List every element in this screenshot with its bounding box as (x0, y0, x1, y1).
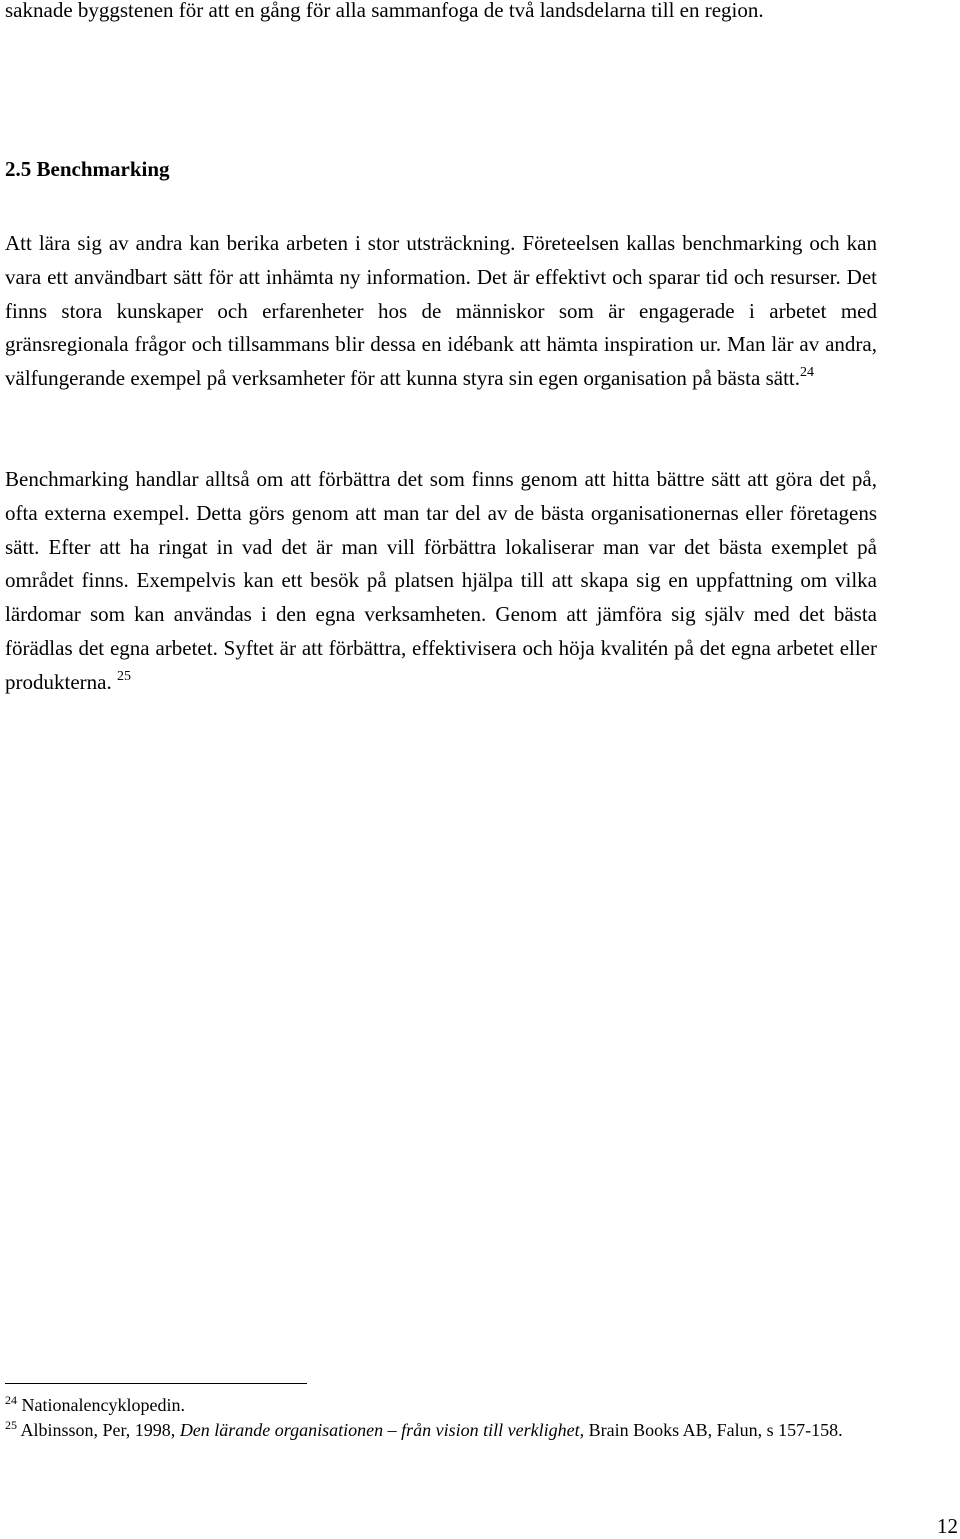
page-number: 12 (937, 1514, 958, 1538)
footnote-number: 25 (5, 1418, 17, 1432)
footnote-24 (5, 1393, 955, 1418)
section-heading: 2.5 Benchmarking (5, 157, 170, 181)
footnote-25 (5, 1418, 955, 1443)
footnote-separator (5, 1383, 307, 1384)
footnote-ref-24[interactable]: 24 (800, 365, 814, 381)
paragraph-benchmarking-definition: Benchmarking handlar alltså om att förbättra det som finns genom att hitta bättre sätt att göra det på, ofta externa exempel. Detta görs genom att man tar del av de bästa organisationernas eller företagens sätt. Efter att ha ringat in vad det är man vill förbättra lokaliserar man var det bästa exemplet på området finns. Exempelvis kan ett besök på platsen hjälpa till att skapa sig en uppfattning om vilka lärdomar som kan användas i den egna verksamheten. Genom att jämföra sig själv med det bästa förädlas det egna arbetet. Syftet är att förbättra, effektivisera och höja kvalitén på det egna arbetet eller produkterna. $^{25}$ (5, 467, 877, 694)
footnote-text: Nationalencyklopedin. (21, 1395, 185, 1415)
footnote-text-after: , Brain Books AB, Falun, s 157-158. (579, 1420, 843, 1440)
footnote-ref-25[interactable]: 25 (116, 668, 131, 684)
intro-paragraph: saknade byggstenen för att en gång för alla sammanfoga de två landsdelarna till en region. (5, 0, 764, 22)
footnote-text-before: Albinsson, Per, 1998, (20, 1420, 180, 1440)
paragraph-benchmarking-intro: Att lära sig av andra kan berika arbeten i stor utsträckning. Företeelsen kallas benchmarking och kan vara ett användbart sätt för att inhämta ny information. Det är effektivt och sparar tid och resurser. Det finns stora kunskaper och erfarenheter hos de människor som är engagerade i arbetet med gränsregionala frågor och tillsammans blir dessa en idébank att hämta inspiration ur. Man lär av andra, välfungerande exempel på verksamheter för att kunna styra sin egen organisation på bästa sätt.$^{24}$ (5, 231, 877, 391)
footnote-number: 24 (5, 1393, 17, 1407)
footnote-book-title: Den lärande organisationen – från vision till verklighet (179, 1420, 580, 1440)
